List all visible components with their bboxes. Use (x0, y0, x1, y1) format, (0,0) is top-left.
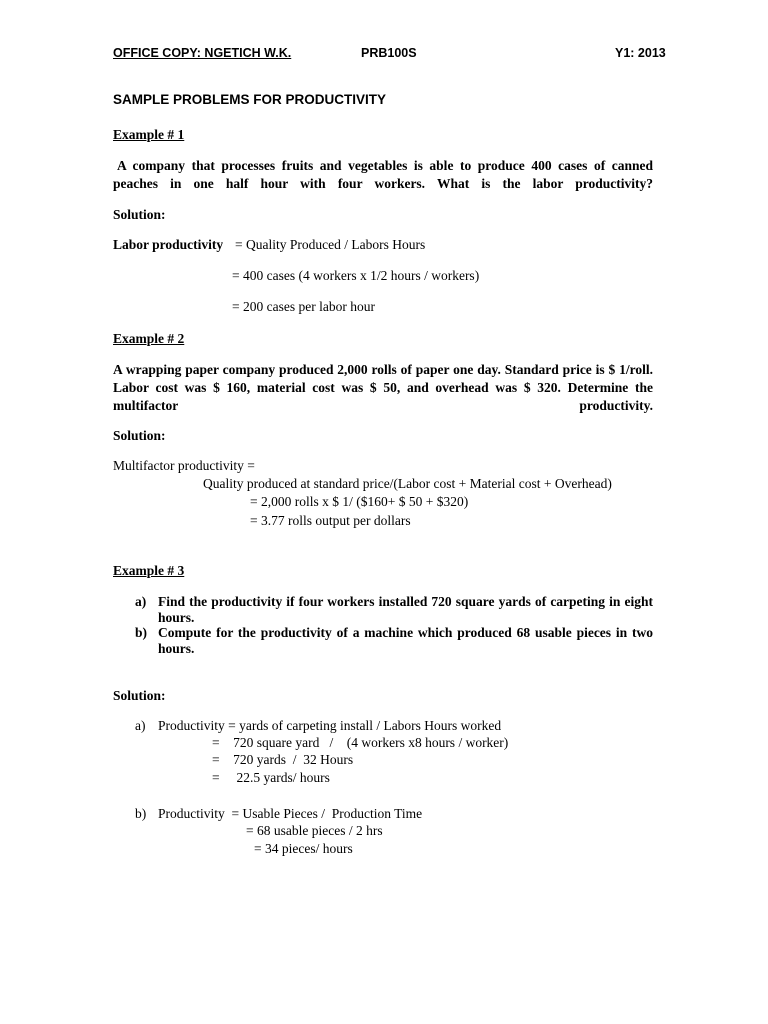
example-3-item-a (135, 594, 653, 626)
solution-b-marker: b) (135, 806, 147, 821)
header-year: Y1: 2013 (615, 46, 666, 60)
solution-b-line-2: = 68 usable pieces / 2 hrs (246, 823, 383, 838)
example-2-solution-label: Solution: (113, 428, 166, 443)
list-marker: b) (135, 625, 148, 640)
solution-a-line-3: = 720 yards / 32 Hours (212, 752, 354, 767)
page-title: SAMPLE PROBLEMS FOR PRODUCTIVITY (113, 92, 387, 107)
example-1-formula-label: Labor productivity (113, 237, 224, 252)
solution-a-line-2: = 720 square yard / (4 workers x8 hours / worker) (212, 735, 509, 750)
list-marker: a) (135, 594, 147, 609)
list-item-text: Find the productivity if four workers installed 720 square yards of carpeting in eight hours. (158, 594, 653, 625)
example-2-heading: Example # 2 (113, 331, 185, 346)
example-1-line-3: = 200 cases per labor hour (232, 299, 375, 314)
example-2-problem: A wrapping paper company produced 2,000 rolls of paper one day. Standard price is $ 1/roll. Labor cost was $ 160, material cost was $ 50, and overhead was $ 320. Determine the multifactor productivity. (113, 362, 653, 413)
example-1-problem: A company that processes fruits and vegetables is able to produce 400 cases of canned peaches in one half hour with four workers. What is the labor productivity? (113, 158, 653, 191)
example-1-line-1: = Quality Produced / Labors Hours (235, 237, 426, 252)
example-3-item-b (135, 625, 653, 657)
example-1-solution-label: Solution: (113, 207, 166, 222)
solution-b-line-3: = 34 pieces/ hours (254, 841, 353, 856)
example-3-solution-label: Solution: (113, 688, 166, 703)
header-course-code: PRB100S (361, 46, 417, 60)
list-item-text: Compute for the productivity of a machine which produced 68 usable pieces in two hours. (158, 625, 653, 656)
example-1-line-2: = 400 cases (4 workers x 1/2 hours / workers) (232, 268, 480, 283)
example-2-line-3: = 2,000 rolls x $ 1/ ($160+ $ 50 + $320) (250, 494, 469, 509)
example-1-heading: Example # 1 (113, 127, 185, 142)
solution-a-marker: a) (135, 718, 146, 733)
solution-a-line-4: = 22.5 yards/ hours (212, 770, 330, 785)
solution-b-line-1: Productivity = Usable Pieces / Production Time (158, 806, 423, 821)
example-2-line-4: = 3.77 rolls output per dollars (250, 513, 411, 528)
example-3-heading: Example # 3 (113, 563, 185, 578)
solution-a-line-1: Productivity = yards of carpeting install / Labors Hours worked (158, 718, 502, 733)
header-left: OFFICE COPY: NGETICH W.K. (113, 46, 292, 60)
example-2-line-1: Multifactor productivity = (113, 458, 255, 473)
example-2-line-2: Quality produced at standard price/(Labor cost + Material cost + Overhead) (203, 476, 612, 491)
